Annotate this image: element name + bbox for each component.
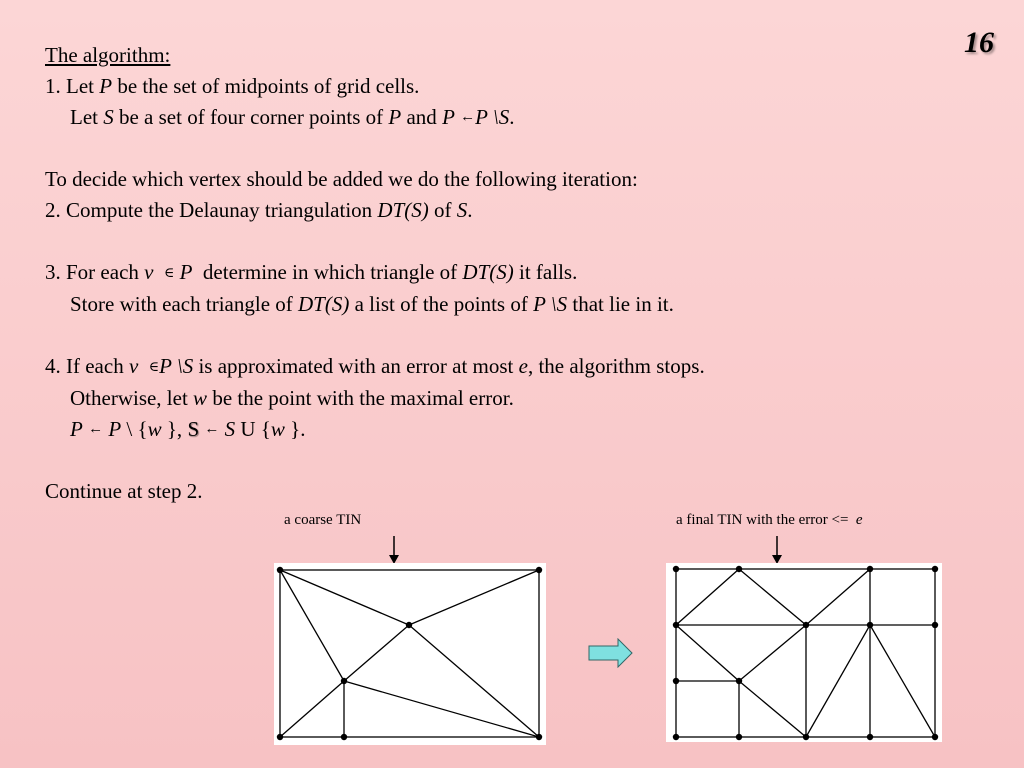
step-4-line-2: Otherwise, let w be the point with the maximal error.	[70, 386, 514, 410]
coarse-tin-caption: a coarse TIN	[284, 512, 362, 528]
element-of-icon: ∈	[163, 266, 175, 281]
tin-vertex	[932, 622, 938, 628]
iteration-intro: To decide which vertex should be added we do the following iteration:	[45, 167, 638, 191]
step-1-line-2: Let S be a set of four corner points of P and P ←P \S.	[70, 105, 515, 129]
element-of-icon: ∈	[148, 360, 160, 375]
slide-content	[45, 40, 975, 507]
final-tin-caption: a final TIN with the error <= e	[676, 512, 863, 528]
tin-vertex	[736, 566, 742, 572]
tin-edge	[676, 625, 739, 681]
tin-vertex	[867, 566, 873, 572]
tin-vertex	[536, 567, 542, 573]
tin-vertex	[277, 567, 283, 573]
tin-edge	[739, 569, 806, 625]
tin-edge	[344, 681, 539, 737]
page-title: The algorithm:	[45, 43, 171, 67]
tin-vertex	[673, 566, 679, 572]
tin-vertex	[406, 622, 412, 628]
step-3-line: 3. For each v ∈ P determine in which triangle of DT(S) it falls.	[45, 260, 578, 284]
tin-boundary	[280, 570, 539, 737]
step-4-line: 4. If each v ∈P \S is approximated with an error at most e, the algorithm stops.	[45, 354, 705, 378]
step-4-line-3: P ← P \ {w }, S ← S U {w }.	[70, 417, 306, 441]
tin-edge	[739, 625, 806, 681]
tin-vertex	[536, 734, 542, 740]
tin-edge	[280, 570, 409, 625]
tin-edge	[870, 625, 935, 737]
tin-vertex	[736, 678, 742, 684]
tin-edge	[344, 625, 409, 681]
tin-vertex	[673, 678, 679, 684]
tin-vertex	[867, 622, 873, 628]
tin-edge	[676, 569, 739, 625]
tin-vertex	[673, 734, 679, 740]
tin-vertex	[932, 734, 938, 740]
down-arrow-icon	[769, 536, 785, 566]
tin-vertex	[867, 734, 873, 740]
step-2-line: 2. Compute the Delaunay triangulation DT(S) of S.	[45, 198, 473, 222]
tin-edge	[806, 625, 870, 737]
slide-number: 16	[964, 26, 994, 59]
tin-vertex	[673, 622, 679, 628]
tin-vertex	[341, 734, 347, 740]
tin-edge	[806, 569, 870, 625]
left-arrow-icon: ←	[460, 109, 476, 125]
tin-vertex	[932, 566, 938, 572]
tin-edge	[409, 570, 539, 625]
tin-vertex	[803, 622, 809, 628]
left-arrow-icon: ←	[204, 421, 220, 437]
continue-line: Continue at step 2.	[45, 479, 203, 503]
final-tin-diagram	[666, 563, 942, 742]
tin-vertex	[736, 734, 742, 740]
tin-vertex	[341, 678, 347, 684]
coarse-tin-diagram	[274, 563, 546, 745]
right-arrow-icon	[588, 638, 634, 668]
tin-edge	[280, 681, 344, 737]
step-1-line: 1. Let P be the set of midpoints of grid cells.	[45, 74, 420, 98]
tin-vertex	[803, 734, 809, 740]
tin-vertex	[277, 734, 283, 740]
tin-edge	[739, 681, 806, 737]
down-arrow-icon	[386, 536, 402, 566]
step-3-line-2: Store with each triangle of DT(S) a list of the points of P \S that lie in it.	[70, 292, 674, 316]
tin-edge	[280, 570, 344, 681]
left-arrow-icon: ←	[88, 421, 104, 437]
tin-edge	[409, 625, 539, 737]
